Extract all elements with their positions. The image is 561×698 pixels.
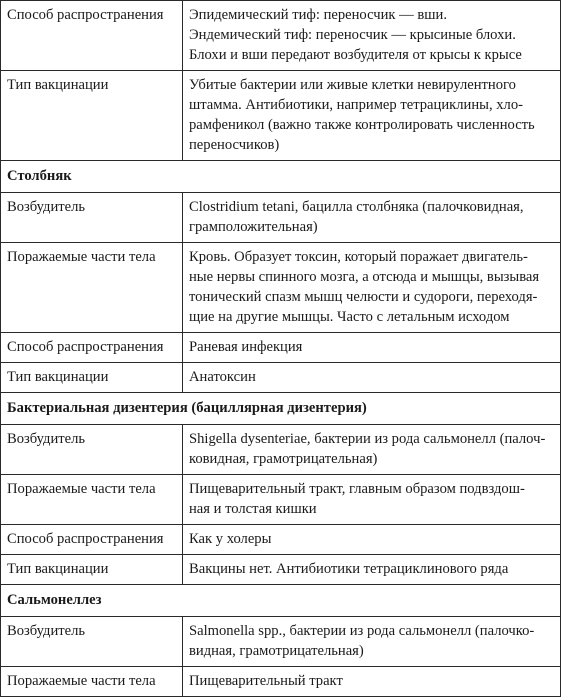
section-title: Бактериальная дизентерия (бациллярная дизентерия) [1, 393, 561, 425]
row-value [183, 525, 561, 555]
value-line: Кровь. Образует токсин, который поражает двигатель- [189, 249, 528, 265]
row-value [183, 1, 561, 71]
row-value [183, 555, 561, 585]
table-row [1, 333, 561, 363]
row-label: Возбудитель [1, 425, 183, 475]
value-line: ные нервы спинного мозга, а отсюда и мышцы, вызывая [189, 269, 540, 285]
row-value [183, 363, 561, 393]
table-row [1, 363, 561, 393]
table-row [1, 667, 561, 697]
row-label: Поражаемые части тела [1, 475, 183, 525]
value-line: Эндемический тиф: переносчик — крысиные блохи. [189, 27, 516, 43]
value-line: Вакцины нет. Антибиотики тетрациклинового ряда [189, 561, 509, 577]
section-header-row [1, 393, 561, 425]
section-header-row [1, 585, 561, 617]
value-line: переносчиков) [189, 137, 280, 153]
value-line: Анатоксин [189, 369, 256, 385]
row-value [183, 667, 561, 697]
row-label: Тип вакцинации [1, 555, 183, 585]
row-label: Поражаемые части тела [1, 243, 183, 333]
row-label: Способ распространения [1, 525, 183, 555]
row-label: Способ распространения [1, 333, 183, 363]
value-line: Пищеварительный тракт [189, 673, 343, 689]
table-row [1, 243, 561, 333]
table-row [1, 1, 561, 71]
table-row [1, 617, 561, 667]
value-line: Блохи и вши передают возбудителя от крысы к крысе [189, 47, 522, 63]
row-value [183, 71, 561, 161]
value-line: Убитые бактерии или живые клетки невирулентного [189, 77, 516, 93]
value-line: щие на другие мышцы. Часто с летальным исходом [189, 309, 510, 325]
section-header-row [1, 161, 561, 193]
row-label: Поражаемые части тела [1, 667, 183, 697]
table-row [1, 555, 561, 585]
value-line: рамфеникол (важно также контролировать численность [189, 117, 535, 133]
row-value [183, 475, 561, 525]
row-label: Тип вакцинации [1, 363, 183, 393]
row-value [183, 333, 561, 363]
row-value [183, 425, 561, 475]
value-line: Как у холеры [189, 531, 272, 547]
table-row [1, 425, 561, 475]
value-line: ковидная, грамотрицательная) [189, 451, 378, 467]
row-label: Тип вакцинации [1, 71, 183, 161]
table-row [1, 475, 561, 525]
row-value [183, 617, 561, 667]
row-label: Возбудитель [1, 617, 183, 667]
value-line: видная, грамотрицательная) [189, 643, 364, 659]
value-line: Salmonella spp., бактерии из рода сальмонелл (палочко- [189, 623, 535, 639]
row-value [183, 243, 561, 333]
value-line: Эпидемический тиф: переносчик — вши. [189, 7, 447, 23]
value-line: Раневая инфекция [189, 339, 303, 355]
table-row [1, 193, 561, 243]
disease-table-body [1, 1, 561, 697]
row-label: Возбудитель [1, 193, 183, 243]
row-label: Способ распространения [1, 1, 183, 71]
table-row [1, 71, 561, 161]
value-line: Shigella dysenteriae, бактерии из рода сальмонелл (палоч- [189, 431, 546, 447]
section-title: Сальмонеллез [1, 585, 561, 617]
value-line: Clostridium tetani, бацилла столбняка (палочковидная, [189, 199, 524, 215]
value-line: ная и толстая кишки [189, 501, 317, 517]
row-value [183, 193, 561, 243]
table-row [1, 525, 561, 555]
section-title: Столбняк [1, 161, 561, 193]
value-line: тонический спазм мышц челюсти и судороги, переходя- [189, 289, 538, 305]
value-line: грамположительная) [189, 219, 318, 235]
value-line: Пищеварительный тракт, главным образом подвздош- [189, 481, 525, 497]
value-line: штамма. Антибиотики, например тетрациклины, хло- [189, 97, 523, 113]
